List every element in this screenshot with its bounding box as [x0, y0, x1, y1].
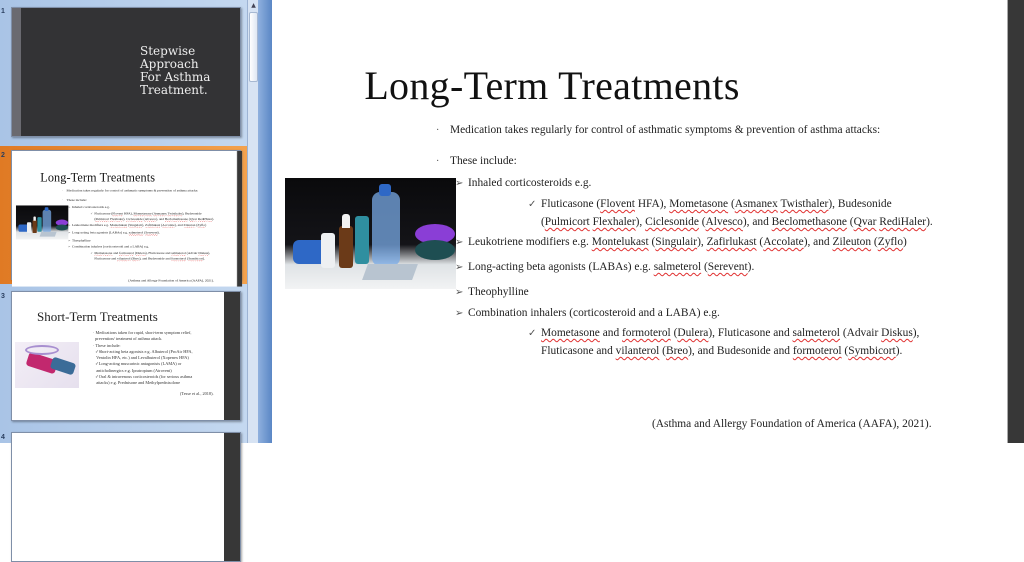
text-run: (Advair	[839, 327, 882, 339]
check-marker-icon: ✓	[90, 251, 93, 255]
scrollbar-thumb[interactable]	[249, 12, 258, 82]
spellcheck-flagged-word: Mometasone	[541, 327, 600, 339]
thumbnail-citation: (Tesse et al., 2018).	[180, 391, 214, 396]
title-line: Approach	[140, 57, 199, 71]
spellcheck-flagged-word: formoterol	[622, 327, 671, 339]
slide-number: 2	[1, 152, 5, 159]
text-run: Theophylline	[468, 286, 529, 298]
spellcheck-flagged-word: formoterol	[119, 251, 135, 255]
slide-citation: (Asthma and Allergy Foundation of America (AAFA), 2021).	[652, 418, 932, 430]
slide-text-line[interactable]	[468, 286, 529, 298]
text-run: (	[871, 236, 878, 248]
bullet-marker-icon: ·	[62, 198, 64, 203]
text-run: ), and	[156, 217, 165, 221]
text-run: ), Fluticasone and	[145, 251, 172, 255]
spellcheck-flagged-word: Asmanex	[734, 198, 778, 210]
spellcheck-flagged-word: Dulera	[136, 251, 146, 255]
slide-thumbnail-2[interactable]	[11, 150, 241, 283]
spellcheck-flagged-word: Breo	[132, 256, 140, 261]
slide-number: 1	[1, 8, 5, 15]
slide-text-line[interactable]	[541, 198, 892, 210]
asthma-medications-image	[16, 205, 68, 239]
thumbnail-title	[140, 45, 210, 97]
text-run: ),	[208, 251, 211, 255]
slide-number: 3	[1, 293, 5, 300]
spellcheck-flagged-word: Breo	[665, 345, 689, 357]
thumbnail-line: · These include:	[93, 342, 121, 348]
spellcheck-flagged-word: Twisthaler	[167, 211, 183, 216]
spellcheck-flagged-word: Ciclesonide	[645, 216, 699, 228]
spellcheck-flagged-word: Zileuton	[832, 236, 872, 248]
text-run: Inhaled corticosteroids e.g.	[468, 177, 592, 189]
text-run: ), and	[174, 223, 184, 227]
text-run: and	[599, 327, 622, 339]
slide-text-line[interactable]	[468, 261, 754, 273]
slide-text-line[interactable]	[72, 245, 149, 249]
spellcheck-flagged-word: Symbicort	[188, 256, 203, 261]
spellcheck-flagged-word: Zyflo	[877, 236, 904, 248]
spellcheck-flagged-word: Diskus	[881, 327, 913, 339]
slide-number: 4	[1, 434, 5, 441]
slide-text-line[interactable]	[450, 155, 517, 167]
spellcheck-flagged-word: RediHaler	[879, 216, 927, 228]
text-run: Fluticasone and	[94, 256, 118, 261]
slide-accent-bar	[237, 151, 242, 287]
arrow-marker-icon: ➢	[455, 287, 464, 298]
slide-text-line[interactable]	[94, 257, 205, 261]
arrow-marker-icon: ➢	[455, 262, 464, 273]
thumbnail-accent-bar	[224, 433, 240, 561]
spellcheck-flagged-word: vilanterol	[615, 345, 660, 357]
slide-text-line[interactable]	[541, 327, 919, 339]
arrow-marker-icon: ➢	[67, 205, 71, 209]
thumbnail-title: Short-Term Treatments	[37, 309, 158, 324]
slide-text-line[interactable]	[468, 236, 907, 248]
thumbnail-line: Ventolin HFA, etc.) and Levalbuterol (Xopenex HFA)	[93, 355, 189, 361]
arrow-marker-icon: ➢	[67, 231, 71, 235]
thumbnail-accent-bar	[12, 8, 21, 136]
text-run: Medication takes regularly for control of asthmatic symptoms & prevention of asthma attacks:	[66, 188, 199, 193]
thumbnail-line: ✓Short-acting beta agonists e.g. Albuterol (ProAir HFA,	[93, 348, 193, 354]
spellcheck-flagged-word: Mometasone	[94, 251, 113, 255]
spellcheck-flagged-word: Zyflo	[197, 223, 206, 227]
slide-text-line[interactable]	[450, 124, 880, 136]
text-run: ), and	[803, 236, 833, 248]
spellcheck-flagged-word: RediHaler	[197, 217, 213, 221]
text-run: ).	[157, 230, 160, 235]
slide-text-line[interactable]	[72, 223, 206, 227]
bullet-marker-icon: ·	[436, 125, 440, 136]
text-run: and	[112, 251, 120, 255]
slide-thumbnail-panel	[0, 0, 247, 443]
slide-thumbnail-4[interactable]	[11, 432, 241, 562]
thumbnail-line: prevention/ treatment of asthma attack.	[93, 336, 163, 342]
spellcheck-flagged-word: Singulair	[655, 236, 698, 248]
text-run: Long-acting beta agonists (LABAs) e.g.	[468, 261, 654, 273]
text-run: (	[541, 216, 545, 228]
spellcheck-flagged-word: Symbicort	[848, 345, 896, 357]
text-run: Leukotriene modifiers e.g.	[71, 223, 110, 227]
text-run: ), Budesonide	[182, 211, 202, 216]
pane-splitter[interactable]	[258, 0, 272, 443]
slide-text-line[interactable]	[468, 307, 720, 319]
text-run: ).	[212, 217, 215, 221]
slide-text-line[interactable]	[94, 212, 201, 216]
text-run: (	[94, 217, 96, 221]
current-slide	[272, 0, 1024, 443]
spellcheck-flagged-word: Flovent	[600, 198, 635, 210]
text-run: Fluticasone (	[541, 198, 601, 210]
asthma-medications-image	[285, 178, 456, 289]
text-run: ), Budesonide	[828, 198, 892, 210]
spellcheck-flagged-word: Beclomethasone	[771, 216, 847, 228]
text-run: These include:	[450, 155, 517, 167]
spellcheck-flagged-word: Dulera	[677, 327, 709, 339]
text-run: (Advair	[185, 251, 199, 255]
text-run: (	[142, 217, 145, 221]
text-run: ),	[697, 236, 707, 248]
spellcheck-flagged-word: Alvesco	[705, 216, 743, 228]
spellcheck-flagged-word: Mometasone	[133, 211, 152, 216]
text-run: ).	[747, 261, 755, 273]
text-run: ).	[926, 216, 933, 228]
text-run: ),	[635, 216, 646, 228]
text-run: (	[143, 230, 146, 235]
text-run: )	[205, 223, 207, 227]
text-run: (	[187, 217, 190, 221]
spellcheck-flagged-word: Montelukast	[591, 236, 649, 248]
spellcheck-flagged-word: Accolate	[763, 236, 804, 248]
text-run: Combination inhalers (corticosteroid and a LABA) e.g.	[71, 244, 150, 249]
spellcheck-flagged-word: Serevent	[707, 261, 748, 273]
bullet-marker-icon: ·	[436, 156, 440, 167]
check-marker-icon: ✓	[90, 211, 93, 216]
arrow-marker-icon: ➢	[455, 308, 464, 319]
text-run: (	[728, 198, 735, 210]
spellcheck-flagged-word: Zileuton	[183, 223, 196, 227]
text-run: Fluticasone and	[541, 345, 616, 357]
spellcheck-flagged-word: salmeterol	[128, 230, 144, 235]
slide-accent-bar	[1007, 0, 1024, 443]
slide-text-line[interactable]	[468, 177, 591, 189]
text-run: Theophylline	[71, 238, 91, 243]
text-run: (	[130, 256, 133, 261]
title-line: Stepwise	[140, 44, 196, 58]
spellcheck-flagged-word: formoterol	[792, 345, 842, 357]
text-run: ),	[123, 217, 127, 221]
thumbnail-line: · Medications taken for rapid, short-term symptom relief,	[93, 330, 192, 335]
text-run: ), and Budesonide and	[139, 256, 172, 261]
slide-editor	[272, 0, 1024, 443]
spellcheck-flagged-word: Qvar	[189, 217, 197, 221]
slide-text-line[interactable]	[94, 251, 210, 255]
spellcheck-flagged-word: Serevent	[145, 230, 158, 235]
slide-text-line[interactable]	[66, 198, 86, 202]
spellcheck-flagged-word: Twisthaler	[780, 198, 829, 210]
text-run: Medication takes regularly for control of asthmatic symptoms & prevention of asthma attacks:	[450, 124, 881, 136]
slide-text-line[interactable]	[541, 216, 933, 228]
slide-citation: (Asthma and Allergy Foundation of America (AAFA), 2021).	[128, 278, 214, 283]
thumbnail-body	[93, 330, 193, 387]
text-run: (	[701, 261, 708, 273]
thumbnail-scrollbar[interactable]	[247, 0, 258, 443]
text-run: (	[648, 236, 656, 248]
spellcheck-flagged-word: Ciclesonide	[126, 217, 143, 221]
spellcheck-flagged-word: salmeterol	[653, 261, 702, 273]
text-run: ),	[142, 223, 145, 227]
text-run: (	[846, 216, 854, 228]
thumbnail-accent-bar	[224, 292, 240, 420]
text-run: ), Fluticasone and	[708, 327, 793, 339]
spellcheck-flagged-word: Alvesco	[144, 217, 157, 221]
spellcheck-flagged-word: Flexhaler	[592, 216, 636, 228]
text-run: )	[903, 236, 907, 248]
text-run: (	[151, 211, 154, 216]
thumbnail-line: ✓Oral & intravenous corticosteroids (for serious asthma	[93, 374, 193, 380]
spellcheck-flagged-word: Asmanex	[153, 211, 167, 216]
thumbnail-line: attacks) e.g. Prednisone and Methylprednisolone	[93, 380, 180, 386]
spellcheck-flagged-word: Beclomethasone	[164, 217, 188, 221]
spellcheck-flagged-word: Mometasone	[669, 198, 729, 210]
spellcheck-flagged-word: Flexhaler	[110, 217, 124, 221]
spellcheck-flagged-word: Zafirlukast	[706, 236, 757, 248]
text-run: (	[134, 251, 137, 255]
slide-text-line[interactable]	[72, 231, 160, 235]
scroll-up-arrow-icon[interactable]: ▲	[251, 2, 256, 9]
arrow-marker-icon: ➢	[455, 237, 464, 248]
text-run: ).	[202, 256, 205, 261]
text-run: ).	[895, 345, 903, 357]
spellcheck-flagged-word: Pulmicort	[95, 217, 110, 221]
slide-text-line[interactable]	[72, 205, 110, 209]
slide-text-line[interactable]	[541, 345, 902, 357]
text-run: Fluticasone (	[94, 211, 113, 216]
text-run: Combination inhalers (corticosteroid and a LABA) e.g.	[468, 307, 720, 319]
spellcheck-flagged-word: Diskus	[198, 251, 209, 255]
arrow-marker-icon: ➢	[455, 178, 464, 189]
text-run: HFA),	[634, 198, 670, 210]
inhaler-image	[15, 342, 79, 388]
arrow-marker-icon: ➢	[67, 223, 71, 227]
text-run: (	[160, 223, 163, 227]
text-run: Inhaled corticosteroids e.g.	[71, 205, 110, 209]
text-run: Long-acting beta agonists (LABAs) e.g.	[71, 230, 129, 235]
title-line: For Asthma	[140, 70, 211, 84]
spellcheck-flagged-word: Zafirlukast	[144, 223, 161, 227]
bullet-marker-icon: ·	[62, 189, 64, 193]
text-run: (	[841, 345, 849, 357]
spellcheck-flagged-word: Qvar	[853, 216, 877, 228]
spellcheck-flagged-word: Pulmicort	[544, 216, 590, 228]
text-run: (	[127, 223, 130, 227]
spellcheck-flagged-word: formoterol	[171, 256, 187, 261]
text-run: (	[186, 256, 189, 261]
slide-text-line[interactable]	[72, 239, 91, 243]
spellcheck-flagged-word: Montelukast	[109, 223, 128, 227]
text-run: ),	[912, 327, 920, 339]
text-run: HFA),	[123, 211, 134, 216]
thumbnail-line: ✓Long-acting muscarinic antagonists (LAMA) or	[93, 361, 182, 367]
slide-text-line[interactable]	[94, 217, 214, 221]
slide-title[interactable]: Long-Term Treatments	[364, 63, 740, 108]
title-line: Treatment.	[140, 83, 208, 97]
text-run: (	[670, 327, 678, 339]
spellcheck-flagged-word: Singulair	[129, 223, 143, 227]
spellcheck-flagged-word: Flovent	[112, 211, 124, 216]
arrow-marker-icon: ➢	[67, 245, 71, 249]
text-run: These include:	[66, 198, 87, 203]
check-marker-icon: ✓	[528, 328, 537, 339]
spellcheck-flagged-word: salmeterol	[792, 327, 840, 339]
spellcheck-flagged-word: salmeterol	[171, 251, 186, 255]
thumbnail-slide-preview	[12, 151, 242, 287]
check-marker-icon: ✓	[528, 199, 537, 210]
text-run: (	[195, 223, 198, 227]
slide-text-line[interactable]	[66, 189, 198, 193]
text-run: (	[756, 236, 764, 248]
slide-title[interactable]: Long-Term Treatments	[40, 170, 156, 185]
slide-thumbnail-1[interactable]	[11, 7, 241, 137]
thumbnail-line: anticholinergics e.g. Ipratropium (Atrovent)	[93, 367, 172, 373]
arrow-marker-icon: ➢	[67, 238, 71, 243]
text-run: (	[659, 345, 666, 357]
slide-thumbnail-3[interactable]	[11, 291, 241, 421]
text-run: (	[698, 216, 706, 228]
text-run: Leukotriene modifiers e.g.	[468, 236, 592, 248]
spellcheck-flagged-word: vilanterol	[117, 256, 131, 261]
text-run: ), and Budesonide and	[688, 345, 793, 357]
spellcheck-flagged-word: Accolate	[162, 223, 175, 227]
text-run: ), and	[742, 216, 772, 228]
